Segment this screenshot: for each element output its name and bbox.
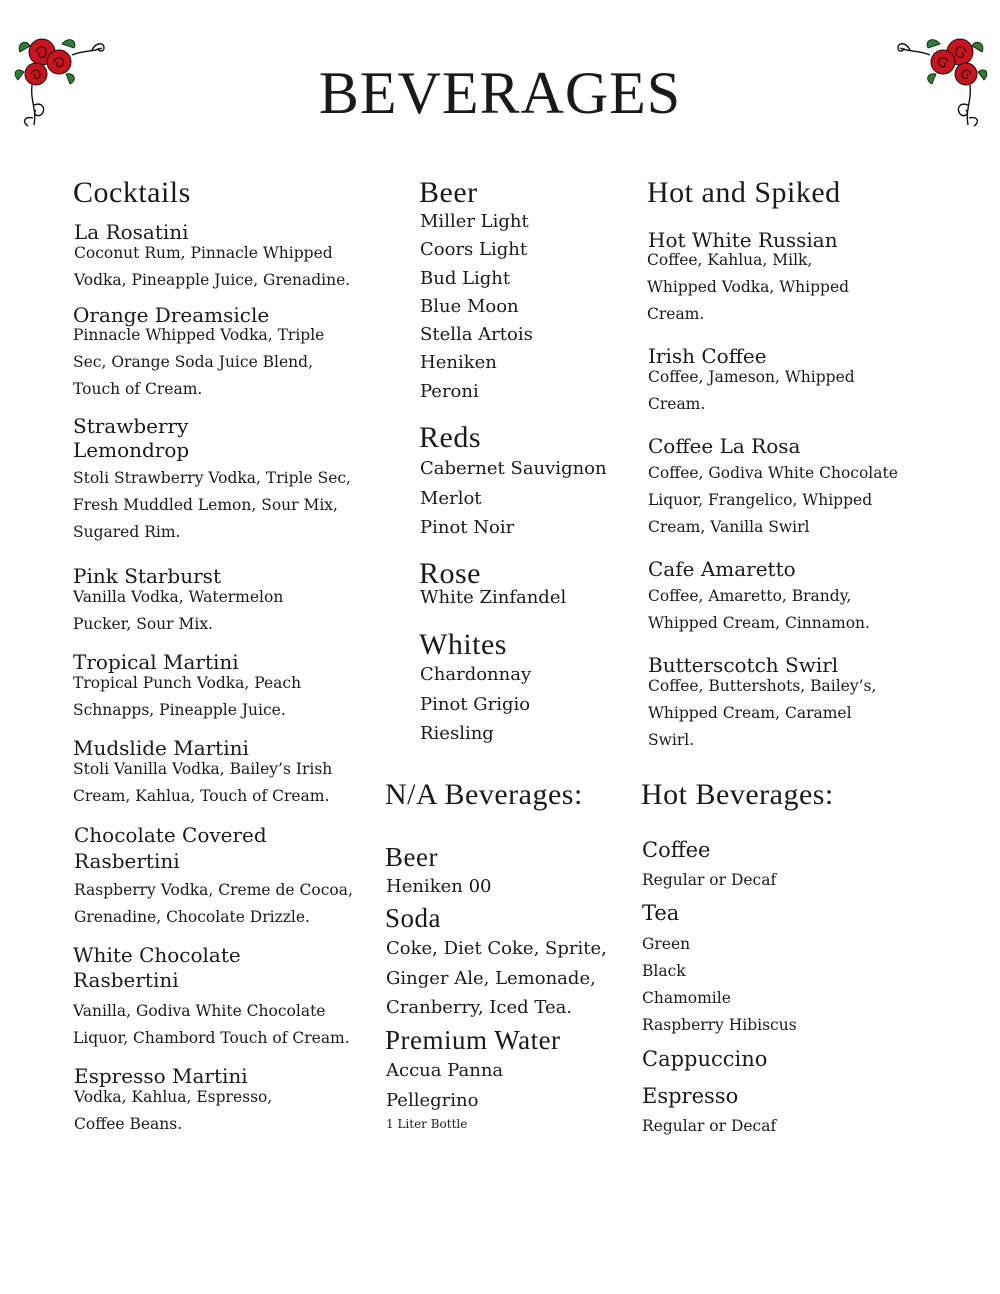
cocktail-desc: Coconut Rum, Pinnacle Whipped Vodka, Pineapple Juice, Grenadine.: [74, 244, 351, 289]
hot-beverages-heading: Hot Beverages:: [641, 778, 834, 811]
list-item: White Zinfandel: [420, 587, 567, 608]
hot-spiked-heading: Hot and Spiked: [647, 176, 841, 209]
tea-label: Tea: [642, 901, 680, 925]
list-item: Raspberry Hibiscus: [642, 1016, 797, 1034]
list-item: Blue Moon: [420, 295, 519, 317]
list-item: Green: [642, 935, 691, 953]
list-item: Riesling: [420, 723, 494, 744]
water-note: 1 Liter Bottle: [386, 1117, 468, 1131]
list-item: Cranberry, Iced Tea.: [386, 997, 573, 1018]
cappuccino-label: Cappuccino: [642, 1047, 768, 1071]
cocktail-desc: Stoli Vanilla Vodka, Bailey’s Irish Cream, Kahlua, Touch of Cream.: [73, 760, 333, 805]
espresso-label: Espresso: [642, 1084, 739, 1108]
list-item: Heniken 00: [386, 876, 492, 897]
list-item: Pinot Noir: [420, 517, 515, 538]
list-item: Black: [642, 962, 686, 980]
cocktail-name: Espresso Martini: [74, 1064, 248, 1088]
cocktail-name: Chocolate Covered Rasbertini: [74, 823, 267, 873]
list-item: Cabernet Sauvignon: [420, 458, 607, 479]
list-item: Pinot Grigio: [420, 693, 531, 715]
na-water-heading: Premium Water: [385, 1025, 561, 1055]
whites-list: [420, 660, 531, 749]
cocktail-desc: Tropical Punch Vodka, Peach Schnapps, Pineapple Juice.: [73, 674, 302, 719]
list-item: Ginger Ale, Lemonade,: [386, 967, 596, 989]
cocktail-desc: Vanilla, Godiva White Chocolate Liquor, Chambord Touch of Cream.: [73, 1002, 350, 1047]
list-item: Pellegrino: [386, 1089, 479, 1111]
hot-drink-desc: Coffee, Amaretto, Brandy, Whipped Cream, Cinnamon.: [648, 587, 870, 632]
reds-heading: Reds: [419, 421, 481, 454]
na-water-list: [386, 1056, 503, 1115]
na-beer-heading: Beer: [385, 842, 438, 872]
tea-list: [642, 931, 797, 1039]
cocktails-heading: Cocktails: [73, 176, 191, 209]
cocktail-name: Mudslide Martini: [73, 736, 249, 760]
beer-list: [420, 208, 533, 406]
list-item: Merlot: [420, 487, 482, 509]
beer-heading: Beer: [419, 176, 478, 209]
list-item: Peroni: [420, 380, 479, 402]
cocktail-desc: Pinnacle Whipped Vodka, Triple Sec, Orange Soda Juice Blend, Touch of Cream.: [73, 326, 325, 398]
hot-drink-name: Cafe Amaretto: [648, 557, 796, 581]
list-item: Bud Light: [420, 267, 511, 289]
cocktail-name: La Rosatini: [74, 220, 189, 244]
na-beverages-heading: N/A Beverages:: [385, 778, 583, 811]
na-beer-list: [386, 873, 491, 901]
list-item: Stella Artois: [420, 324, 533, 346]
hot-drink-name: Hot White Russian: [648, 228, 838, 252]
hot-drink-name: Coffee La Rosa: [648, 434, 801, 458]
cocktail-name: White Chocolate Rasbertini: [73, 943, 241, 992]
na-soda-heading: Soda: [385, 903, 441, 933]
list-item: Accua Panna: [386, 1060, 504, 1081]
cocktail-name: Pink Starburst: [73, 564, 221, 588]
whites-heading: Whites: [419, 628, 507, 661]
rose-list: [420, 584, 566, 612]
hot-drink-desc: Coffee, Godiva White Chocolate Liquor, Frangelico, Whipped Cream, Vanilla Swirl: [648, 464, 898, 536]
cocktail-desc: Vodka, Kahlua, Espresso, Coffee Beans.: [74, 1088, 273, 1133]
cocktail-name: Tropical Martini: [73, 650, 239, 674]
na-soda-list: [386, 934, 607, 1023]
cocktail-desc: Vanilla Vodka, Watermelon Pucker, Sour Mix.: [73, 588, 284, 633]
hot-drink-name: Butterscotch Swirl: [648, 653, 839, 677]
cocktail-name: Orange Dreamsicle: [73, 303, 270, 327]
cocktail-name: Strawberry Lemondrop: [73, 414, 190, 462]
coffee-label: Coffee: [642, 838, 711, 862]
coffee-note: Regular or Decaf: [642, 871, 777, 889]
rose-heading: Rose: [419, 557, 481, 590]
hot-drink-desc: Coffee, Jameson, Whipped Cream.: [648, 368, 855, 413]
list-item: Heniken: [420, 352, 497, 374]
cocktail-desc: Raspberry Vodka, Creme de Cocoa, Grenadine, Chocolate Drizzle.: [74, 881, 353, 926]
list-item: Chamomile: [642, 989, 731, 1007]
page-title: BEVERAGES: [318, 60, 682, 126]
list-item: Coors Light: [420, 239, 528, 261]
reds-list: [420, 454, 607, 543]
list-item: Miller Light: [420, 211, 529, 232]
hot-drink-desc: Coffee, Buttershots, Bailey’s, Whipped Cream, Caramel Swirl.: [648, 677, 877, 749]
list-item: Coke, Diet Coke, Sprite,: [386, 938, 607, 959]
list-item: Chardonnay: [420, 664, 532, 685]
hot-drink-desc: Coffee, Kahlua, Milk, Whipped Vodka, Whipped Cream.: [647, 251, 850, 323]
cocktail-desc: Stoli Strawberry Vodka, Triple Sec, Fresh Muddled Lemon, Sour Mix, Sugared Rim.: [73, 469, 351, 541]
espresso-note: Regular or Decaf: [642, 1117, 777, 1135]
hot-drink-name: Irish Coffee: [648, 344, 767, 368]
